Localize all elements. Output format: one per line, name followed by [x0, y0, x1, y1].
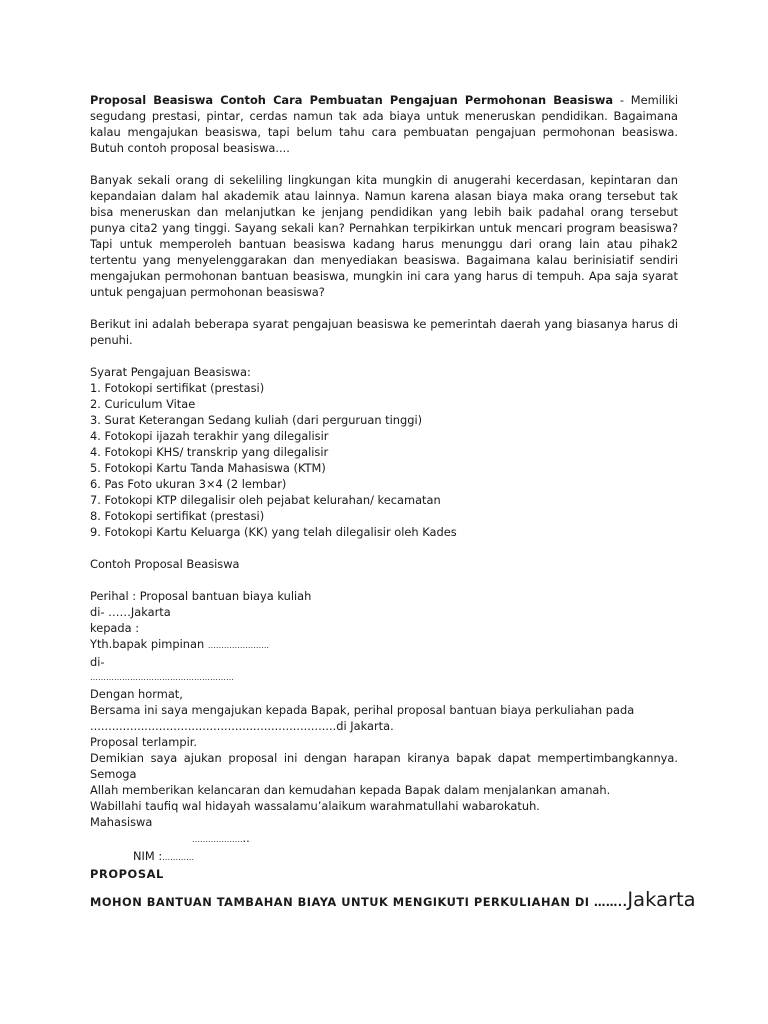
- proposal-city: Jakarta: [627, 888, 696, 911]
- letter-signer-name-blank: [90, 830, 678, 848]
- list-item: 9. Fotokopi Kartu Keluarga (KK) yang telah dilegalisir oleh Kades: [90, 525, 457, 539]
- letter-recipient: [90, 636, 678, 654]
- letter-body-line: ....................................................................di Jakarta.: [90, 719, 394, 733]
- letter-subject: Perihal : Proposal bantuan biaya kuliah: [90, 589, 312, 603]
- signer-suffix: ..: [242, 831, 250, 845]
- list-item: 5. Fotokopi Kartu Tanda Mahasiswa (KTM): [90, 461, 326, 475]
- list-item: 2. Curiculum Vitae: [90, 397, 196, 411]
- document-page: [90, 92, 696, 911]
- intro-text: - Memiliki segudang prestasi, pintar, cerdas namun tak ada biaya untuk meneruskan pendidikan. Bagaimana kalau mengajukan beasiswa, tapi belum tahu cara pembuatan pengajuan permohonan beasiswa. Butuh contoh proposal beasiswa....: [90, 93, 678, 155]
- recipient-blank: …………………..: [207, 641, 269, 650]
- nim-blank: …………: [162, 853, 195, 862]
- example-letter: [90, 588, 678, 866]
- list-item: 8. Fotokopi sertifikat (prestasi): [90, 509, 265, 523]
- list-item: 7. Fotokopi KTP dilegalisir oleh pejabat kelurahan/ kecamatan: [90, 493, 441, 507]
- list-item: 4. Fotokopi ijazah terakhir yang dilegalisir: [90, 429, 329, 443]
- letter-recipient-label: kepada :: [90, 621, 140, 635]
- article-title: Proposal Beasiswa Contoh Cara Pembuatan Pengajuan Permohonan Beasiswa: [90, 93, 614, 107]
- letter-destination-city: di- ……Jakarta: [90, 605, 171, 619]
- proposal-subtitle-text: MOHON BANTUAN TAMBAHAN BIAYA UNTUK MENGIKUTI PERKULIAHAN DI ……..: [90, 895, 628, 909]
- nim-label: NIM :: [133, 849, 163, 863]
- letter-closing-line: Allah memberikan kelancaran dan kemudahan kepada Bapak dalam menjalankan amanah.: [90, 783, 611, 797]
- letter-greeting: Dengan hormat,: [90, 687, 183, 701]
- list-item: 4. Fotokopi KHS/ transkrip yang dilegalisir: [90, 445, 329, 459]
- proposal-heading: PROPOSAL: [90, 867, 164, 881]
- requirements-intro-paragraph: Berikut ini adalah beberapa syarat pengajuan beasiswa ke pemerintah daerah yang biasanya harus di penuhi.: [90, 317, 678, 347]
- proposal-subtitle: [90, 888, 696, 911]
- list-item: 6. Pas Foto ukuran 3×4 (2 lembar): [90, 477, 287, 491]
- signer-dots: ……………….: [192, 835, 243, 844]
- letter-nim: [90, 848, 678, 866]
- letter-salutation: Wabillahi taufiq wal hidayah wassalamu’alaikum warahmatullahi wabarokatuh.: [90, 799, 540, 813]
- example-heading: Contoh Proposal Beasiswa: [90, 557, 240, 571]
- intro-paragraph: [90, 92, 678, 156]
- list-item: 3. Surat Keterangan Sedang kuliah (dari perguruan tinggi): [90, 413, 423, 427]
- recipient-prefix: Yth.bapak pimpinan: [90, 637, 208, 651]
- letter-closing-line: Demikian saya ajukan proposal ini dengan harapan kiranya bapak dapat mempertimbangkannya. Semoga: [90, 751, 678, 781]
- letter-location-blank: ………………………………………………: [90, 673, 234, 682]
- list-item: 1. Fotokopi sertifikat (prestasi): [90, 381, 265, 395]
- letter-body-line: Bersama ini saya mengajukan kepada Bapak, perihal proposal bantuan biaya perkuliahan pada: [90, 703, 635, 717]
- requirements-heading: Syarat Pengajuan Beasiswa:: [90, 365, 251, 379]
- requirements-list: [90, 364, 678, 540]
- letter-attachment-note: Proposal terlampir.: [90, 735, 198, 749]
- letter-signer-title: Mahasiswa: [90, 815, 153, 829]
- background-paragraph: Banyak sekali orang di sekeliling lingkungan kita mungkin di anugerahi kecerdasan, kepintaran dan kepandaian dalam hal akademik atau lainnya. Namun karena alasan biaya maka orang tersebut tak bisa meneruskan dan melanjutkan ke jenjang pendidikan yang lebih baik padahal orang tersebut punya cita2 yang tinggi. Sayang sekali kan? Pernahkan terpikirkan untuk mencari program beasiswa? Tapi untuk memperoleh bantuan beasiswa kadang harus menunggu dari orang lain atau pihak2 tertentu yang menyelenggarakan dan menyediakan beasiswa. Bagaimana kalau berinisiatif sendiri mengajukan permohonan bantuan beasiswa, mungkin ini cara yang harus di tempuh. Apa saja syarat untuk pengajuan permohonan beasiswa?: [90, 173, 678, 299]
- letter-location-label: di-: [90, 655, 105, 669]
